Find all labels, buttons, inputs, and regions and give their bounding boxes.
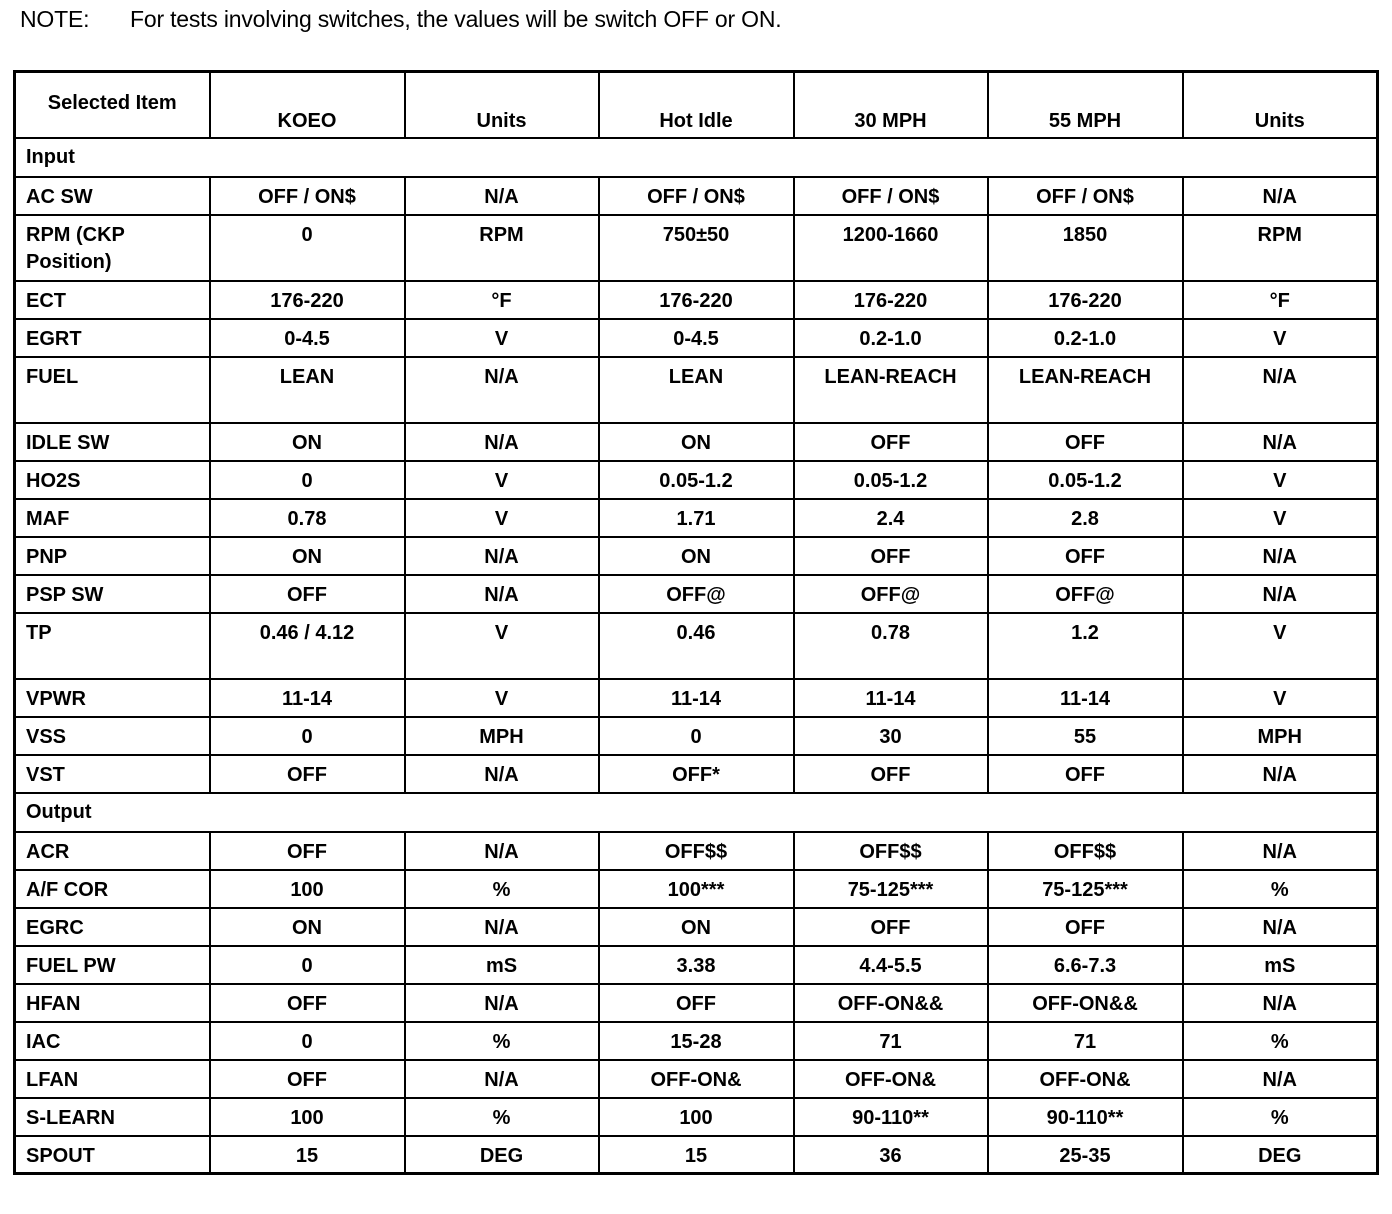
table-cell: ON [210, 908, 405, 946]
table-cell: 4.4-5.5 [794, 946, 988, 984]
row-label: PSP SW [15, 575, 210, 613]
table-cell: % [1183, 870, 1378, 908]
table-row [15, 1060, 1378, 1098]
table-row [15, 908, 1378, 946]
table-cell: 100 [599, 1098, 794, 1136]
table-cell: 15 [210, 1136, 405, 1174]
table-cell: % [1183, 1022, 1378, 1060]
note [20, 6, 781, 33]
table-cell: MPH [405, 717, 599, 755]
table-cell: 176-220 [988, 281, 1183, 319]
table-cell: OFF [210, 832, 405, 870]
table-cell: N/A [405, 755, 599, 793]
table-cell: 3.38 [599, 946, 794, 984]
table-cell: 0.78 [794, 613, 988, 679]
table-cell: OFF [210, 1060, 405, 1098]
table-cell: OFF-ON&& [794, 984, 988, 1022]
table-cell: OFF / ON$ [599, 177, 794, 215]
table-row [15, 537, 1378, 575]
table-cell: OFF [210, 984, 405, 1022]
table-cell: 71 [794, 1022, 988, 1060]
table-cell: 0-4.5 [599, 319, 794, 357]
table-body [15, 138, 1378, 1174]
table-cell: ON [599, 908, 794, 946]
table-row [15, 281, 1378, 319]
header-row [15, 72, 1378, 138]
row-label: EGRT [15, 319, 210, 357]
table-cell: OFF@ [794, 575, 988, 613]
table-row [15, 946, 1378, 984]
table-cell: OFF@ [988, 575, 1183, 613]
table-cell: OFF [599, 984, 794, 1022]
table-row [15, 832, 1378, 870]
table-cell: 0.05-1.2 [794, 461, 988, 499]
table-row [15, 1136, 1378, 1174]
table-cell: 15-28 [599, 1022, 794, 1060]
row-label: S-LEARN [15, 1098, 210, 1136]
table-cell: OFF-ON& [794, 1060, 988, 1098]
table-row [15, 575, 1378, 613]
table-cell: OFF-ON&& [988, 984, 1183, 1022]
row-label: EGRC [15, 908, 210, 946]
table-cell: °F [1183, 281, 1378, 319]
table-cell: % [1183, 1098, 1378, 1136]
table-row [15, 461, 1378, 499]
table-cell: N/A [1183, 832, 1378, 870]
table-row [15, 755, 1378, 793]
table-cell: 0 [210, 461, 405, 499]
table-row [15, 423, 1378, 461]
row-label: AC SW [15, 177, 210, 215]
table-cell: 1.2 [988, 613, 1183, 679]
table-cell: OFF [988, 908, 1183, 946]
table-cell: 71 [988, 1022, 1183, 1060]
table-cell: 11-14 [794, 679, 988, 717]
header-hot-idle: Hot Idle [599, 72, 794, 138]
row-label: RPM (CKP Position) [15, 215, 210, 281]
table-cell: OFF / ON$ [988, 177, 1183, 215]
table-cell: V [1183, 461, 1378, 499]
table-row [15, 499, 1378, 537]
table-cell: % [405, 1098, 599, 1136]
note-text: For tests involving switches, the values will be switch OFF or ON. [130, 6, 782, 32]
table-cell: 90-110** [794, 1098, 988, 1136]
table-cell: OFF-ON& [988, 1060, 1183, 1098]
table-cell: OFF [794, 423, 988, 461]
table-cell: % [405, 1022, 599, 1060]
table-row [15, 984, 1378, 1022]
table-cell: 0.05-1.2 [599, 461, 794, 499]
table-row [15, 177, 1378, 215]
table-cell: N/A [1183, 908, 1378, 946]
table-cell: 0.05-1.2 [988, 461, 1183, 499]
table-cell: 750±50 [599, 215, 794, 281]
row-label: FUEL PW [15, 946, 210, 984]
table-cell: 100 [210, 1098, 405, 1136]
table-cell: OFF$$ [599, 832, 794, 870]
table-cell: 0.46 [599, 613, 794, 679]
table-cell: 0 [599, 717, 794, 755]
row-label: TP [15, 613, 210, 679]
row-label: PNP [15, 537, 210, 575]
table-cell: OFF$$ [794, 832, 988, 870]
table-cell: V [405, 613, 599, 679]
table-cell: OFF / ON$ [794, 177, 988, 215]
table-cell: 0 [210, 717, 405, 755]
table-cell: N/A [405, 984, 599, 1022]
table-cell: OFF [988, 755, 1183, 793]
table-cell: 176-220 [794, 281, 988, 319]
table-row [15, 215, 1378, 281]
table-cell: 6.6-7.3 [988, 946, 1183, 984]
table-cell: °F [405, 281, 599, 319]
table-cell: 11-14 [599, 679, 794, 717]
table-cell: 0-4.5 [210, 319, 405, 357]
table-cell: 0 [210, 215, 405, 281]
table-row [15, 1098, 1378, 1136]
table-cell: N/A [1183, 984, 1378, 1022]
table-row [15, 679, 1378, 717]
table-cell: V [405, 679, 599, 717]
table-row [15, 717, 1378, 755]
section-title: Output [15, 793, 1378, 832]
header-units: Units [405, 72, 599, 138]
table-cell: 2.8 [988, 499, 1183, 537]
table-cell: N/A [405, 357, 599, 423]
table-row [15, 613, 1378, 679]
row-label: VST [15, 755, 210, 793]
table-cell: OFF [794, 908, 988, 946]
table-cell: OFF [988, 423, 1183, 461]
table-cell: 176-220 [210, 281, 405, 319]
table-cell: 0.2-1.0 [794, 319, 988, 357]
table-cell: OFF [794, 537, 988, 575]
table-cell: % [405, 870, 599, 908]
table-cell: 30 [794, 717, 988, 755]
table-cell: V [405, 319, 599, 357]
table-cell: V [405, 461, 599, 499]
table-cell: 2.4 [794, 499, 988, 537]
table-cell: 100 [210, 870, 405, 908]
table-cell: N/A [1183, 537, 1378, 575]
table-cell: OFF [210, 755, 405, 793]
table-cell: mS [405, 946, 599, 984]
table-cell: 0 [210, 1022, 405, 1060]
section-title: Input [15, 138, 1378, 177]
table-cell: V [405, 499, 599, 537]
table-cell: 11-14 [988, 679, 1183, 717]
table-cell: OFF [794, 755, 988, 793]
table-cell: DEG [1183, 1136, 1378, 1174]
table-cell: ON [599, 423, 794, 461]
row-label: HO2S [15, 461, 210, 499]
table-cell: OFF-ON& [599, 1060, 794, 1098]
table-cell: OFF@ [599, 575, 794, 613]
table-cell: 100*** [599, 870, 794, 908]
row-label: LFAN [15, 1060, 210, 1098]
row-label: SPOUT [15, 1136, 210, 1174]
table-cell: DEG [405, 1136, 599, 1174]
table-cell: N/A [405, 832, 599, 870]
table-cell: N/A [1183, 423, 1378, 461]
table-cell: ON [599, 537, 794, 575]
row-label: VPWR [15, 679, 210, 717]
table-cell: LEAN [210, 357, 405, 423]
table-cell: 90-110** [988, 1098, 1183, 1136]
note-label: NOTE: [20, 6, 90, 32]
diagnostic-values-table [13, 70, 1379, 1175]
table-cell: N/A [1183, 1060, 1378, 1098]
table-cell: 36 [794, 1136, 988, 1174]
row-label: MAF [15, 499, 210, 537]
row-label: ACR [15, 832, 210, 870]
table-cell: V [1183, 319, 1378, 357]
row-label: A/F COR [15, 870, 210, 908]
table-cell: mS [1183, 946, 1378, 984]
table-cell: N/A [1183, 755, 1378, 793]
table-cell: 0 [210, 946, 405, 984]
table-cell: 15 [599, 1136, 794, 1174]
table-cell: 55 [988, 717, 1183, 755]
table-cell: ON [210, 537, 405, 575]
section-row [15, 138, 1378, 177]
table-cell: RPM [405, 215, 599, 281]
table-cell: 0.78 [210, 499, 405, 537]
table-cell: RPM [1183, 215, 1378, 281]
header-units-2: Units [1183, 72, 1378, 138]
header-55-mph: 55 MPH [988, 72, 1183, 138]
table-row [15, 319, 1378, 357]
row-label: IDLE SW [15, 423, 210, 461]
table-cell: N/A [405, 908, 599, 946]
table-row [15, 357, 1378, 423]
table-cell: N/A [405, 177, 599, 215]
table-cell: OFF / ON$ [210, 177, 405, 215]
table-cell: ON [210, 423, 405, 461]
table-cell: 75-125*** [794, 870, 988, 908]
row-label: ECT [15, 281, 210, 319]
table-cell: N/A [405, 537, 599, 575]
header-30-mph: 30 MPH [794, 72, 988, 138]
table-cell: 176-220 [599, 281, 794, 319]
section-row [15, 793, 1378, 832]
header-selected-item: Selected Item [15, 72, 210, 138]
table-cell: 1850 [988, 215, 1183, 281]
table-cell: 25-35 [988, 1136, 1183, 1174]
table-cell: 1200-1660 [794, 215, 988, 281]
table-cell: LEAN-REACH [988, 357, 1183, 423]
table-cell: 0.2-1.0 [988, 319, 1183, 357]
row-label: IAC [15, 1022, 210, 1060]
table-cell: LEAN-REACH [794, 357, 988, 423]
header-koeo: KOEO [210, 72, 405, 138]
table-cell: 1.71 [599, 499, 794, 537]
table-cell: V [1183, 613, 1378, 679]
table-cell: N/A [1183, 357, 1378, 423]
table-row [15, 870, 1378, 908]
table-cell: N/A [405, 1060, 599, 1098]
table-cell: MPH [1183, 717, 1378, 755]
table-cell: OFF [988, 537, 1183, 575]
table-cell: N/A [405, 575, 599, 613]
row-label: FUEL [15, 357, 210, 423]
table-cell: V [1183, 499, 1378, 537]
table-cell: OFF* [599, 755, 794, 793]
row-label: HFAN [15, 984, 210, 1022]
table-cell: N/A [405, 423, 599, 461]
table-row [15, 1022, 1378, 1060]
table-cell: 11-14 [210, 679, 405, 717]
table-cell: 0.46 / 4.12 [210, 613, 405, 679]
table-cell: OFF$$ [988, 832, 1183, 870]
table-cell: 75-125*** [988, 870, 1183, 908]
row-label: VSS [15, 717, 210, 755]
table-cell: LEAN [599, 357, 794, 423]
table-cell: N/A [1183, 575, 1378, 613]
table-cell: V [1183, 679, 1378, 717]
table-cell: OFF [210, 575, 405, 613]
table-cell: N/A [1183, 177, 1378, 215]
